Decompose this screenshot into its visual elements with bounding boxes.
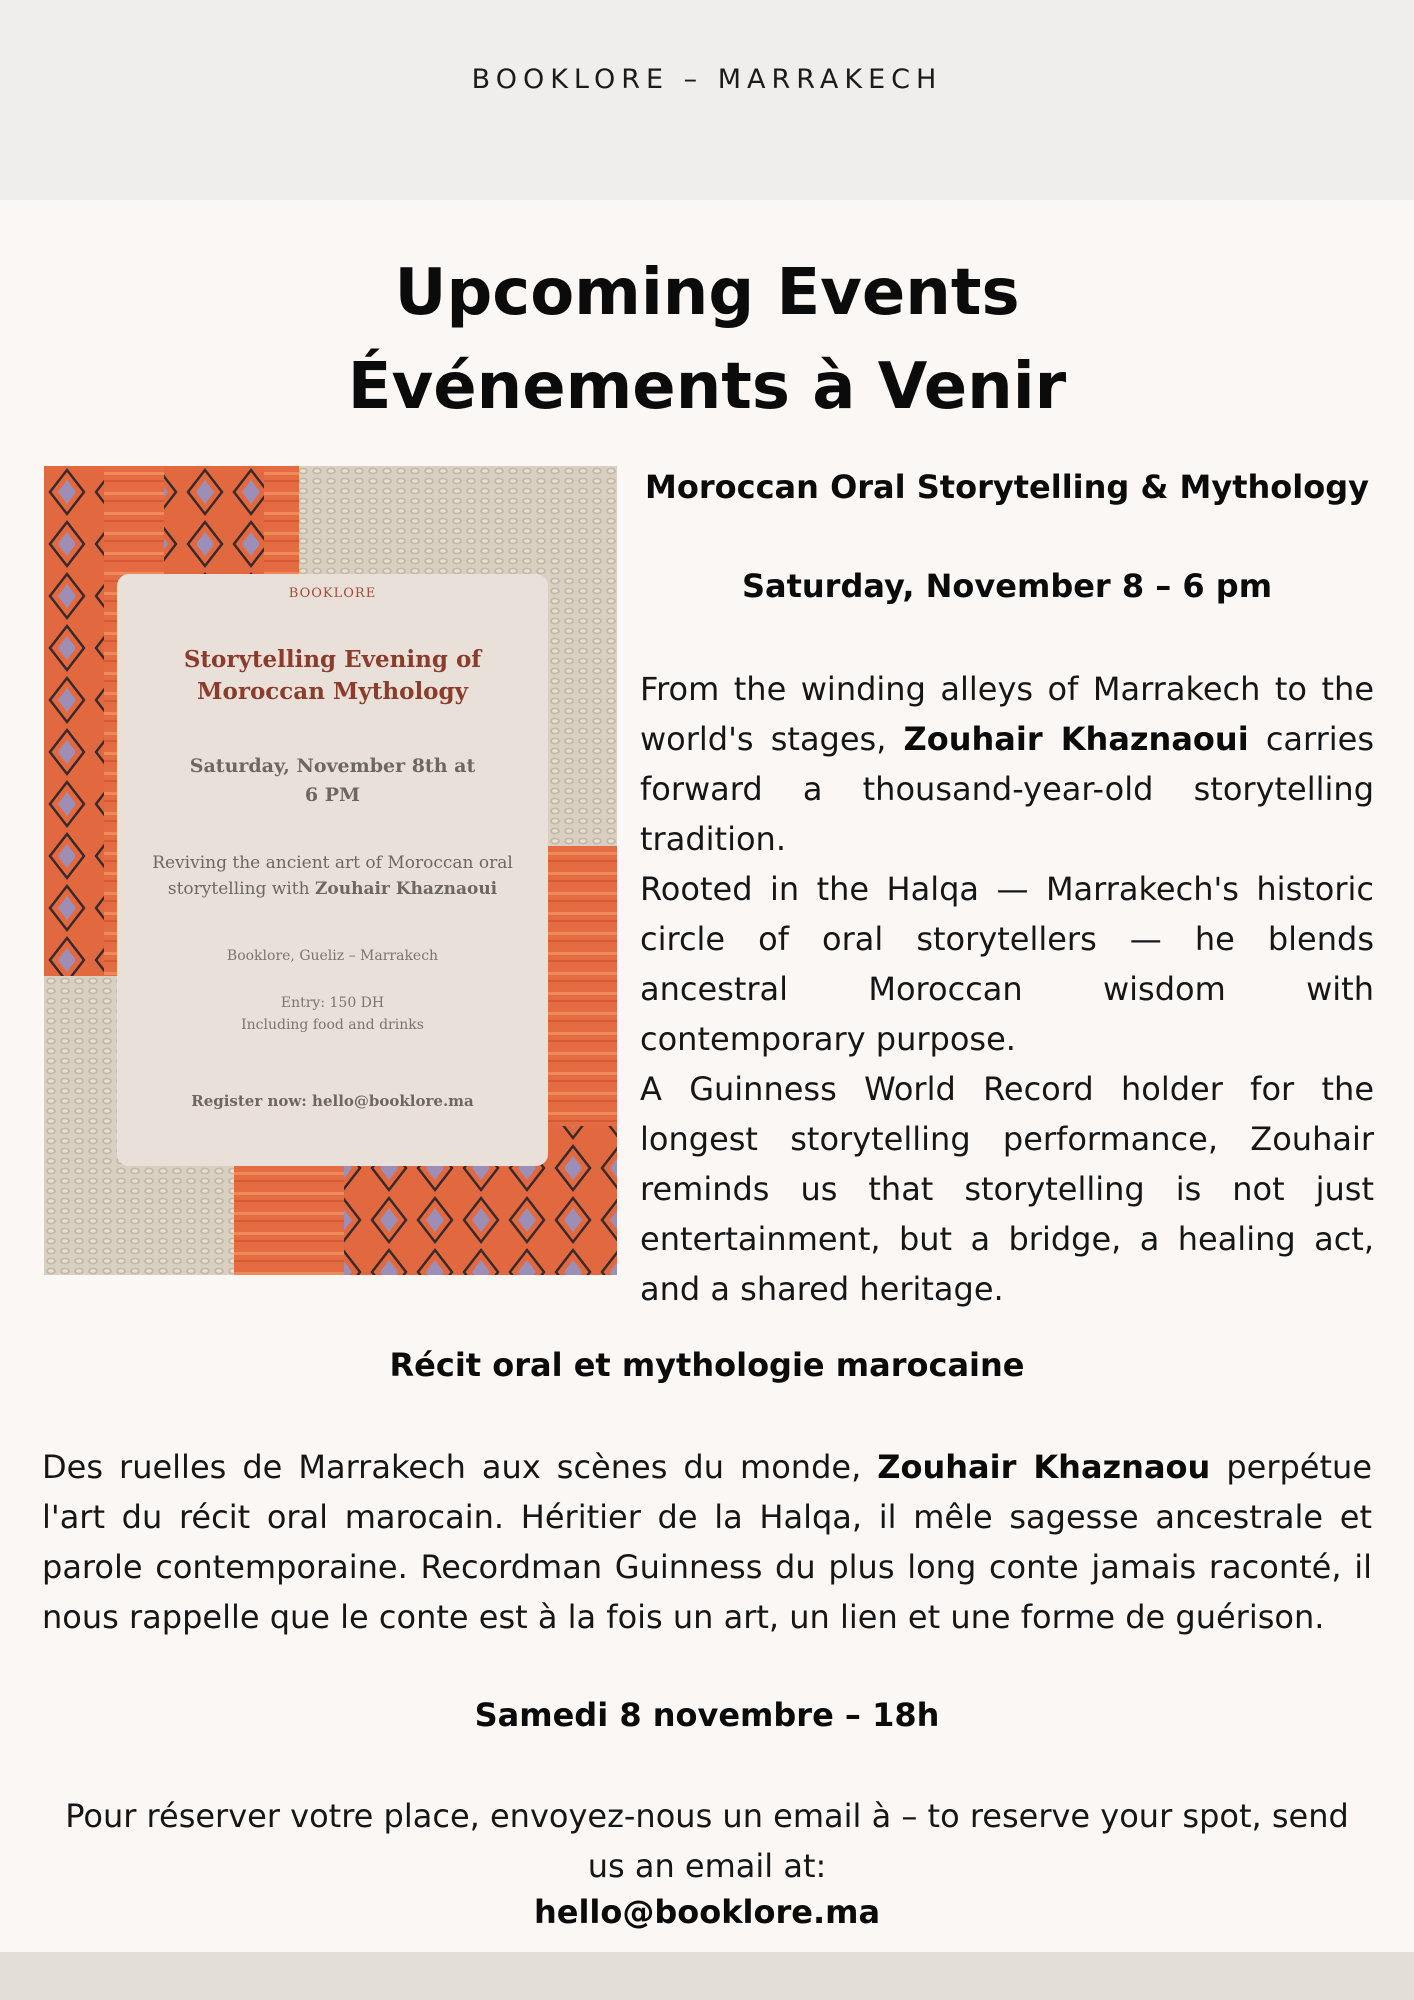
speaker-name: Zouhair Khaznaoui — [903, 720, 1249, 758]
poster-register: Register now: hello@booklore.ma — [191, 1092, 474, 1110]
brand-name: BOOKLORE – MARRAKECH — [471, 64, 943, 95]
reservation-text: Pour réserver votre place, envoyez-nous un email à – to reserve your spot, send us an email at: — [65, 1797, 1349, 1885]
event-description-en — [640, 664, 1374, 1314]
poster-card — [117, 574, 548, 1166]
event-heading-en: Moroccan Oral Storytelling & Mythology — [645, 468, 1369, 506]
poster-entry: Entry: 150 DH Including food and drinks — [241, 995, 424, 1033]
event-paragraph-1: From the winding alleys of Marrakech to the world's stages, Zouhair Khaznaoui carries forward a thousand-year-old storytelling tradition. — [640, 670, 1375, 858]
poster-description: Reviving the ancient art of Moroccan oral storytelling with Zouhair Khaznaoui — [152, 853, 513, 899]
event-date-en: Saturday, November 8 – 6 pm — [741, 567, 1273, 605]
poster-date: Saturday, November 8th at 6 PM — [189, 755, 476, 806]
poster-title: Storytelling Evening of Moroccan Mythology — [183, 646, 482, 705]
page-title-en: Upcoming Events — [394, 256, 1020, 330]
page-title-fr: Événements à Venir — [347, 350, 1067, 424]
event-paragraph-3: A Guinness World Record holder for the longest storytelling performance, Zouhair reminds us that storytelling is not just entertainment, but a bridge, a healing act, and a shared heritage. — [640, 1070, 1374, 1308]
event-date-fr: Samedi 8 novembre – 18h — [474, 1696, 940, 1734]
page-title — [0, 246, 1414, 434]
poster-logo: BOOKLORE — [288, 586, 377, 601]
event-poster-image — [44, 466, 617, 1275]
event-paragraph-2: Rooted in the Halqa — Marrakech's historic circle of oral storytellers — he blends ancestral Moroccan wisdom with contemporary purpose. — [640, 870, 1374, 1058]
reservation-email[interactable]: hello@booklore.ma — [533, 1893, 881, 1931]
event-description-fr: Des ruelles de Marrakech aux scènes du monde, Zouhair Khaznaou perpétue l'art du récit oral marocain. Héritier de la Halqa, il mêle sagesse ancestrale et parole contemporaine. Recordman Guinness du plus long conte jamais raconté, il nous rappelle que le conte est à la fois un art, un lien et une forme de guérison. — [42, 1448, 1372, 1636]
poster-location: Booklore, Gueliz – Marrakech — [226, 948, 439, 964]
speaker-name-fr: Zouhair Khaznaou — [877, 1448, 1211, 1486]
footer-bar — [0, 1952, 1414, 2000]
event-heading-fr: Récit oral et mythologie marocaine — [389, 1346, 1025, 1384]
header-bar — [0, 0, 1414, 200]
